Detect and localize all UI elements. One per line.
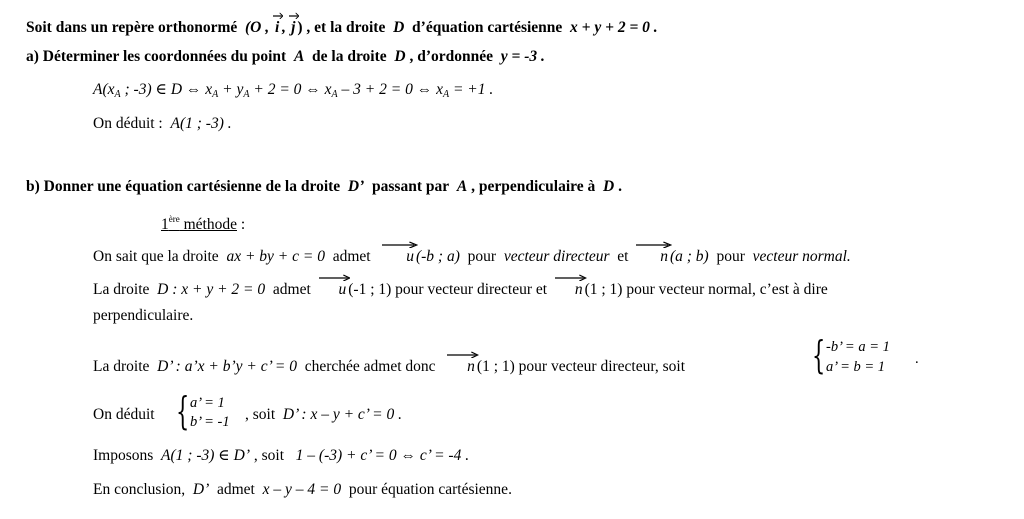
frame-comma: , bbox=[281, 19, 286, 36]
general-line-statement: On sait que la droite ax + by + c = 0 admet u (-b ; a) pour vecteur directeur et n (a ; b) pour vecteur normal. bbox=[93, 241, 851, 267]
system-1-eq1: -b’ = a = 1 bbox=[826, 339, 890, 355]
point-a: A bbox=[293, 48, 305, 65]
line-equation: x + y + 2 = 0 . bbox=[570, 19, 658, 36]
answer-a-conclusion: On déduit : A(1 ; -3) . bbox=[93, 115, 232, 132]
line-d: D bbox=[394, 48, 406, 65]
question-a-text-2: de la droite bbox=[312, 48, 387, 65]
conclusion-line: En conclusion, D’ admet x – y – 4 = 0 pour équation cartésienne. bbox=[93, 481, 512, 498]
ordinate-value: y = -3 . bbox=[500, 48, 545, 65]
vector-n: n bbox=[638, 241, 668, 267]
vector-i: i bbox=[275, 12, 279, 38]
deduction-result: , soit D’ : x – y + c’ = 0 . bbox=[245, 406, 402, 423]
intro-text-3: d’équation cartésienne bbox=[412, 19, 563, 36]
vector-arrow-icon bbox=[447, 351, 479, 358]
deduction-line: On déduit bbox=[93, 406, 155, 423]
vector-n: n bbox=[557, 274, 583, 300]
system-2-eq1: a’ = 1 bbox=[190, 395, 225, 411]
brace-icon: { bbox=[176, 389, 190, 433]
vector-n: n bbox=[449, 351, 475, 377]
brace-icon: { bbox=[812, 333, 826, 377]
vector-j: j bbox=[291, 12, 295, 38]
question-b-text-3: , perpendiculaire à bbox=[471, 178, 596, 195]
vector-arrow-icon bbox=[273, 12, 283, 19]
intro-text: Soit dans un repère orthonormé bbox=[26, 19, 238, 36]
question-a-text: a) Déterminer les coordonnées du point bbox=[26, 48, 287, 65]
line-d-prime-statement: La droite D’ : a’x + b’y + c’ = 0 cherchée admet donc n (1 ; 1) pour vecteur directeur, soit bbox=[93, 351, 685, 377]
answer-a-equation: $A(x_A$ ; -3) ∈ D ⇔ $x_A + y_A + 2 = 0$ ⇔ $x_A - 3 + 2 = 0$ ⇔ $x_A = +1$ . bbox=[93, 81, 494, 100]
line-d-statement: La droite D : x + y + 2 = 0 admet u (-1 ; 1) pour vecteur directeur et n (1 ; 1) pour vecteur normal, c’est à dire bbox=[93, 274, 828, 300]
line-name: D bbox=[393, 19, 405, 36]
intro-line bbox=[26, 12, 658, 38]
vector-arrow-icon bbox=[636, 241, 672, 248]
vector-arrow-icon bbox=[555, 274, 587, 281]
vector-arrow-icon bbox=[289, 12, 299, 19]
line-d-ref: D bbox=[603, 178, 615, 195]
system-1-period: . bbox=[915, 351, 919, 367]
vector-u: u bbox=[384, 241, 414, 267]
question-b-text-2: passant par bbox=[372, 178, 450, 195]
method-heading: 1ère méthode : bbox=[161, 214, 246, 233]
vector-arrow-icon bbox=[319, 274, 351, 281]
perpendicular-text: perpendiculaire. bbox=[93, 307, 194, 324]
line-d-prime: D’ bbox=[347, 178, 365, 195]
vector-arrow-icon bbox=[382, 241, 418, 248]
impose-line: Imposons A(1 ; -3) ∈ D’ , soit 1 – (-3) + c’ = 0 ⇔ c’ = -4 . bbox=[93, 447, 470, 464]
frame-open: (O , bbox=[245, 19, 270, 36]
question-b-period: . bbox=[618, 178, 622, 195]
question-a bbox=[26, 47, 545, 67]
system-1-eq2: a’ = b = 1 bbox=[826, 359, 886, 375]
question-b bbox=[26, 177, 622, 197]
intro-text-2: ) , et la droite bbox=[297, 19, 386, 36]
point-a-ref: A bbox=[456, 178, 468, 195]
question-a-text-3: , d’ordonnée bbox=[409, 48, 494, 65]
system-2-eq2: b’ = -1 bbox=[190, 414, 230, 430]
vector-u: u bbox=[321, 274, 347, 300]
question-b-text: b) Donner une équation cartésienne de la droite bbox=[26, 178, 341, 195]
